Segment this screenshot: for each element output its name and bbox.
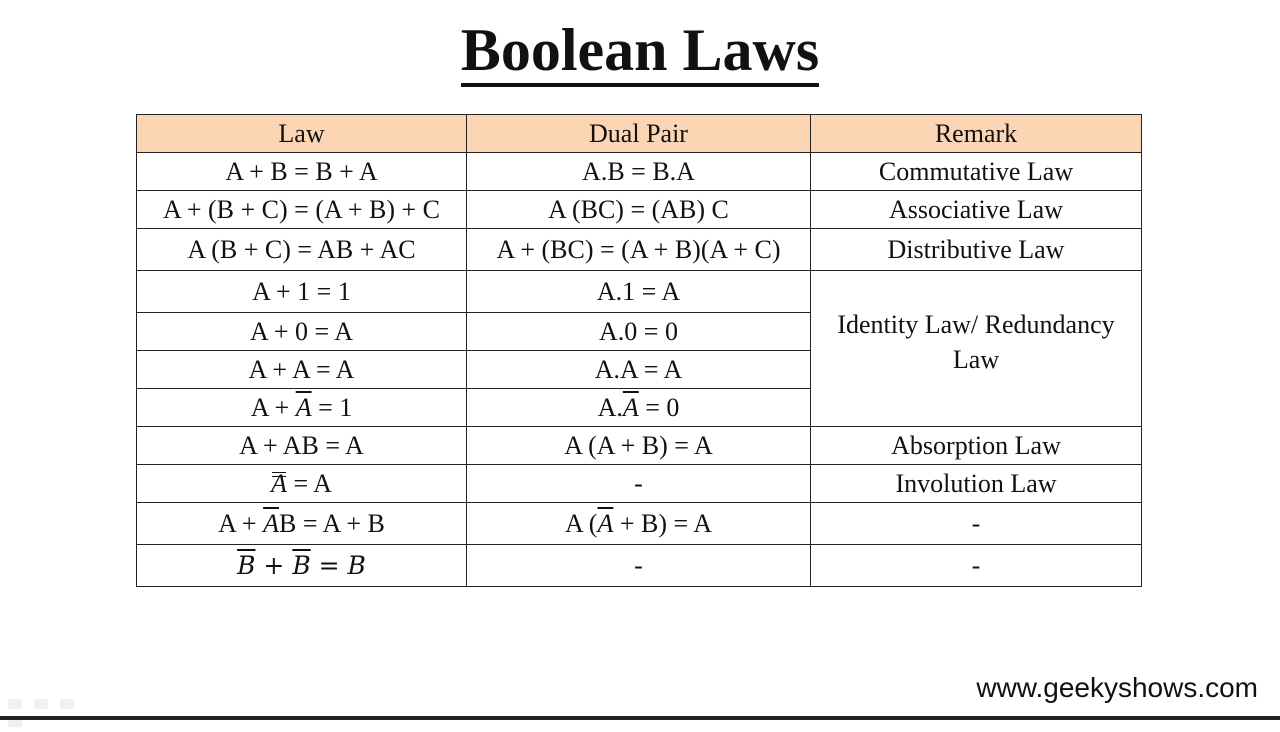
a-bar: $\overline{A}$	[622, 392, 639, 422]
menu-icon[interactable]	[60, 699, 74, 709]
remark-cell: -	[811, 545, 1142, 587]
b-bar: $\overline{B}$	[237, 551, 256, 580]
table-row	[137, 545, 1142, 587]
dual-cell: A.A = A	[467, 351, 811, 389]
law-post: = A	[286, 468, 332, 498]
website-url: www.geekyshows.com	[976, 672, 1258, 703]
remark-cell: Involution Law	[811, 465, 1142, 503]
a-bar: $\overline{A}$	[597, 508, 614, 538]
dual-cell	[467, 389, 811, 427]
law-pre: A +	[218, 508, 264, 538]
law-cell: A + 0 = A	[137, 313, 467, 351]
dual-cell	[467, 503, 811, 545]
dual-pre: A.	[597, 392, 623, 422]
law-cell	[137, 545, 467, 587]
remark-cell: -	[811, 503, 1142, 545]
dual-cell: A.0 = 0	[467, 313, 811, 351]
remark-cell-identity: Identity Law/ Redundancy Law	[811, 271, 1142, 427]
dual-cell: A (BC) = (AB) C	[467, 191, 811, 229]
remark-cell: Commutative Law	[811, 153, 1142, 191]
dual-post: + B) = A	[613, 508, 713, 538]
dual-cell: A + (BC) = (A + B)(A + C)	[467, 229, 811, 271]
a-bar: $\overline{A}$	[295, 392, 312, 422]
table-row	[137, 191, 1142, 229]
remark-cell: Associative Law	[811, 191, 1142, 229]
dual-cell: -	[467, 465, 811, 503]
law-pre: A +	[250, 392, 296, 422]
table-row	[137, 153, 1142, 191]
header-remark: Remark	[811, 115, 1142, 153]
bottom-border	[0, 716, 1280, 720]
table-row	[137, 271, 1142, 313]
law-cell: A + B = B + A	[137, 153, 467, 191]
pen-icon[interactable]	[34, 699, 48, 709]
table-row	[137, 503, 1142, 545]
header-law: Law	[137, 115, 467, 153]
table-row	[137, 229, 1142, 271]
law-cell	[137, 465, 467, 503]
title-text: Boolean Laws	[461, 17, 819, 87]
table-row	[137, 427, 1142, 465]
a-double-bar: A	[271, 468, 287, 498]
remark-cell: Distributive Law	[811, 229, 1142, 271]
law-cell: A (B + C) = AB + AC	[137, 229, 467, 271]
header-dual-pair: Dual Pair	[467, 115, 811, 153]
law-cell: A + AB = A	[137, 427, 467, 465]
law-post: B = A + B	[278, 508, 385, 538]
remark-cell: Absorption Law	[811, 427, 1142, 465]
b-bar: $\overline{B}$	[292, 551, 311, 580]
dual-pre: A (	[564, 508, 598, 538]
law-mid: +	[255, 551, 293, 580]
dual-cell: A.1 = A	[467, 271, 811, 313]
law-cell	[137, 389, 467, 427]
page-title	[0, 14, 1280, 87]
prev-icon[interactable]	[8, 699, 22, 709]
dual-cell: -	[467, 545, 811, 587]
table-row	[137, 465, 1142, 503]
boolean-laws-table	[136, 114, 1142, 587]
law-cell: A + 1 = 1	[137, 271, 467, 313]
a-bar: $\overline{A}$	[263, 508, 279, 538]
dual-cell: A.B = B.A	[467, 153, 811, 191]
law-post: = 1	[311, 392, 353, 422]
law-cell	[137, 503, 467, 545]
law-cell: A + A = A	[137, 351, 467, 389]
slide-controls[interactable]	[8, 696, 108, 712]
dual-cell: A (A + B) = A	[467, 427, 811, 465]
table-header-row	[137, 115, 1142, 153]
law-cell: A + (B + C) = (A + B) + C	[137, 191, 467, 229]
dual-post: = 0	[638, 392, 680, 422]
law-post: = B	[310, 551, 366, 580]
